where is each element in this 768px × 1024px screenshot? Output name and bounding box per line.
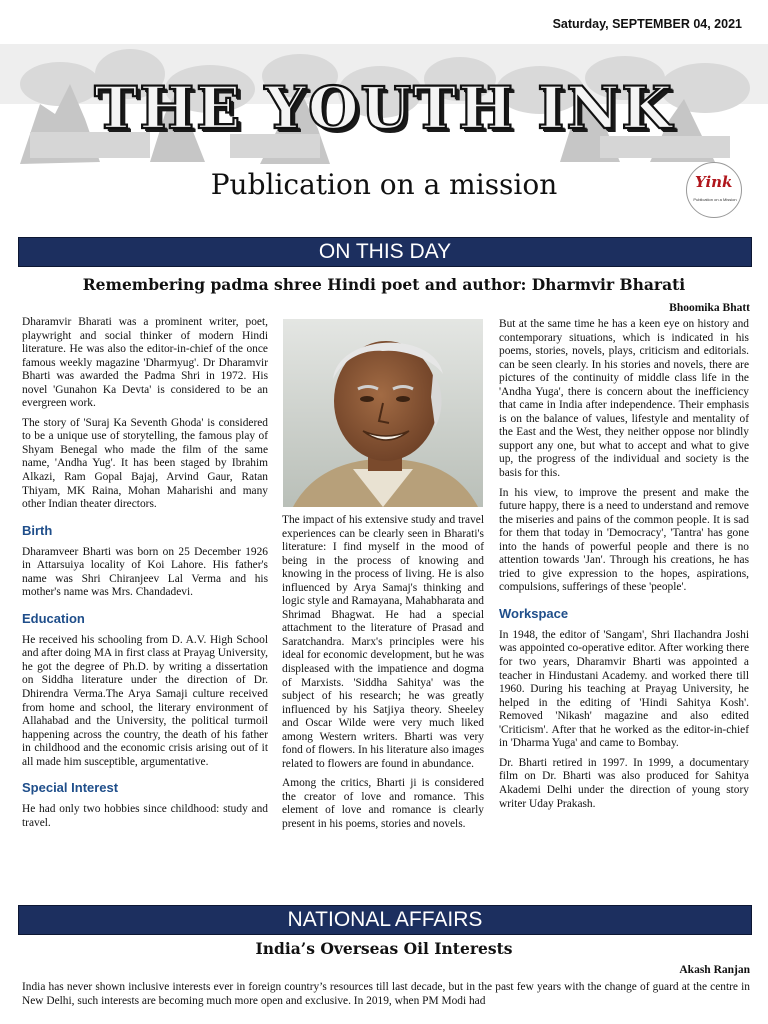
article-body: India has never shown inclusive interests ever in foreign country’s resources till last decade, but in the past few years with the change of guard at the centre in New Delhi, such interests are becoming much more open and exclusive. In 2019, when PM Modi had [22, 981, 750, 1007]
paragraph: Dharamveer Bharti was born on 25 December 1926 in Attarsuiya locality of Koi Lahore. His father's name was Shri Chiranjeev Lal Verma and his mother's name was Mrs. Chandadevi. [22, 545, 268, 599]
paragraph: Dharamvir Bharati was a prominent writer, poet, playwright and social thinker of modern Hindi literature. He was also the editor-in-chief of the once famous weekly magazine 'Dharmyug'. Dr Dharamvir Bharti was awarded the Padma Shri in 1972. His novel 'Gunahon Ka Devta' is considered to be an evergreen work. [22, 316, 268, 410]
paragraph: He had only two hobbies since childhood: study and travel. [22, 803, 268, 829]
paragraph: But at the same time he has a keen eye on history and contemporary situations, which is indicated in his poems, stories, novels, plays, criticism and editorials. can be seen clearly. In his stories and novels, there are pictures of the continuity of middle class life in the 'Andha Yuga', there is concern about the inefficiency that came in India after independence. Their emphasis is on the balance of values, lifestyle and mentality of the East and the West, they neither oppose nor blindly support any one, but what to accept and what to give up, the progress of the individual and society is the basis for this. [499, 318, 749, 480]
paragraph: Dr. Bharti retired in 1997. In 1999, a documentary film on Dr. Bharti was also produced for Sahitya Akademi Delhi under the direction of young story writer Uday Prakash. [499, 756, 749, 810]
masthead [0, 44, 768, 224]
paragraph: Among the critics, Bharti ji is considered the creator of love and romance. This element of love and romance is clearly present in his poems, stories and novels. [282, 777, 484, 831]
publication-title: THE YOUTH INK [94, 74, 674, 142]
section-band-on-this-day: ON THIS DAY [18, 237, 752, 267]
paragraph: He received his schooling from D. A.V. High School and after doing MA in first class at Prayag University, he got the degree of Ph.D. by writing a dissertation on Siddha literature under the direction of Dr. Dhirendra Verma.The Arya Samaji culture received from home and school, the literary environment of Allahabad and the University, the political turmoil happening across the country, the death of his father in childhood and the economic crisis arising out of it all made him susceptible, argumentative. [22, 633, 269, 768]
paragraph: In his view, to improve the present and make the future happy, there is a need to understand and remove the miseries and pains of the common people. It is sad for them that today in 'Democracy', 'Tantra' has gone into the hands of powerful people and there is no attention towards 'Jan'. Through his creations, he has tried to give expression to the hopes, aspirations, compulsions, sufferings of these 'people'. [499, 486, 749, 594]
logo-mark: Yink [695, 173, 733, 191]
publication-logo [686, 162, 742, 218]
article-headline: India’s Overseas Oil Interests [255, 939, 513, 958]
paragraph: The impact of his extensive study and travel experiences can be clearly seen in Bharati's literature: I find myself in the mood of being in the process of knowing and knowing in the process of living. He is also influenced by Arya Samaj's thinking and logic style and Ramayana, Mahabharata and Shrimad Bhagwat. He had a special attachment to the literature of Prasad and Saratchandra. Marx's principles were his ideal for economic development, but he was displeased with the impatience and dogma of Marxists. 'Siddha Sahitya' was the subject of his research; he was greatly influenced by his Satjiya theory. Sheeley and Oscar Wilde were very much liked among Western writers. Bharti was very fond of flowers. In his literature also images related to flowers are found in abundance. [282, 514, 484, 770]
portrait-illustration [283, 319, 483, 507]
section-band-national-affairs: NATIONAL AFFAIRS [18, 905, 752, 935]
article-author: Akash Ranjan [679, 964, 750, 976]
logo-tagline: Publication on a Mission [693, 197, 737, 202]
article-headline: Remembering padma shree Hindi poet and author: Dharmvir Bharati [82, 275, 686, 294]
article-column-1 [22, 316, 268, 836]
section-heading-workspace: Workspace [499, 605, 569, 621]
section-heading-birth: Birth [22, 522, 53, 538]
section-heading-education: Education [22, 610, 85, 626]
publication-subtitle: Publication on a mission [210, 168, 558, 201]
section-heading-special-interest: Special Interest [22, 780, 119, 796]
article-author: Bhoomika Bhatt [669, 302, 750, 314]
article-column-3 [499, 318, 749, 817]
article-column-2 [282, 514, 484, 838]
portrait-photo [283, 319, 483, 507]
paragraph: In 1948, the editor of 'Sangam', Shri Ilachandra Joshi was appointed co-operative editor. After working there for two years, Dharamvir Bharti was appointed a teacher in Hindustani Academy. and worked there till 1960. During his teaching at Prayag University, he helped in the editing of 'Hindi Sahitya Kosh'. Removed 'Nikash' magazine and also edited 'Criticism'. After that he worked as the editor-in-chief in 'Dharma Yuga' and came to Bombay. [499, 628, 749, 750]
issue-date: Saturday, SEPTEMBER 04, 2021 [552, 17, 742, 31]
paragraph: The story of 'Suraj Ka Seventh Ghoda' is considered to be a unique use of storytelling, the famous play of Shyam Benegal who made the film of the same name, 'Andha Yug'. It has been staged by Ibrahim Alkazi, Ram Gopal Bajaj, Arvind Gaur, Ratan Thiyam, MK Raina, Mohan Maharishi and many other Indian theater directors. [22, 416, 268, 511]
